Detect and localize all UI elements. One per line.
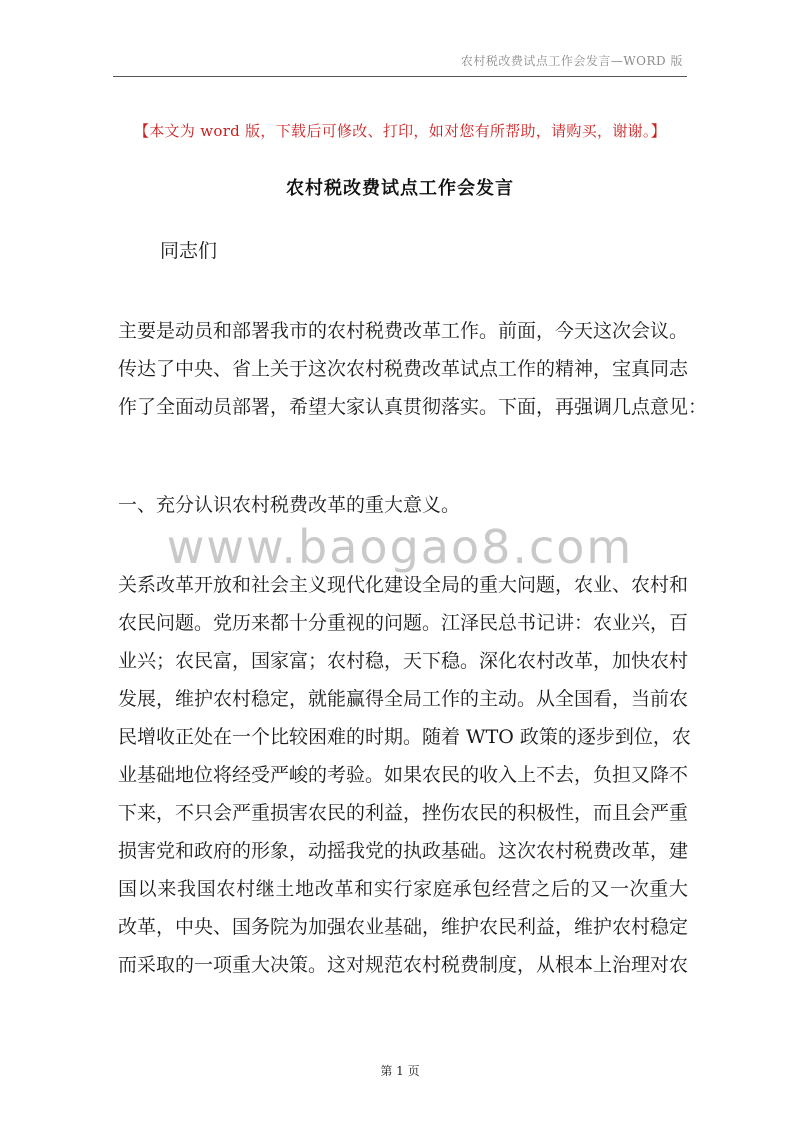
paragraph-line: 传达了中央、省上关于这次农村税费改革试点工作的精神，宝真同志 [118, 358, 689, 380]
paragraph-line: 改革，中央、国务院为加强农业基础，维护农民利益，维护农村稳定 [118, 916, 689, 938]
header-divider [113, 76, 687, 77]
paragraph-line: 业基础地位将经受严峻的考验。如果农民的收入上不去，负担又降不 [118, 764, 689, 786]
paragraph-line: 损害党和政府的形象，动摇我党的执政基础。这次农村税费改革，建 [118, 840, 689, 862]
salutation: 同志们 [160, 240, 218, 262]
section-heading: 一、充分认识农村税费改革的重大意义。 [118, 494, 461, 516]
paragraph-line: 农民问题。党历来都十分重视的问题。江泽民总书记讲：农业兴，百 [118, 612, 689, 634]
page-number: 第 1 页 [380, 1064, 420, 1078]
paragraph-line: 关系改革开放和社会主义现代化建设全局的重大问题，农业、农村和 [118, 574, 689, 596]
download-notice: 【本文为 word 版，下载后可修改、打印，如对您有所帮助，请购买，谢谢。】 [133, 122, 667, 140]
document-title: 农村税改费试点工作会发言 [286, 178, 514, 199]
paragraph-line: 下来，不只会严重损害农民的利益，挫伤农民的积极性，而且会严重 [118, 802, 689, 824]
running-header: 农村税改费试点工作会发言—WORD 版 [460, 54, 683, 68]
paragraph-line: 而采取的一项重大决策。这对规范农村税费制度，从根本上治理对农 [118, 954, 689, 976]
paragraph-line: 业兴；农民富，国家富；农村稳，天下稳。深化农村改革，加快农村 [118, 650, 689, 672]
watermark: www.baogao8.com [166, 520, 634, 574]
paragraph-line: 发展，维护农村稳定，就能赢得全局工作的主动。从全国看，当前农 [118, 688, 689, 710]
paragraph-line: 主要是动员和部署我市的农村税费改革工作。前面，今天这次会议。 [118, 320, 689, 342]
paragraph-line: 民增收正处在一个比较困难的时期。随着 WTO 政策的逐步到位，农 [118, 726, 691, 748]
paragraph-line: 作了全面动员部署，希望大家认真贯彻落实。下面，再强调几点意见： [118, 396, 708, 418]
paragraph-line: 国以来我国农村继土地改革和实行家庭承包经营之后的又一次重大 [118, 878, 688, 900]
